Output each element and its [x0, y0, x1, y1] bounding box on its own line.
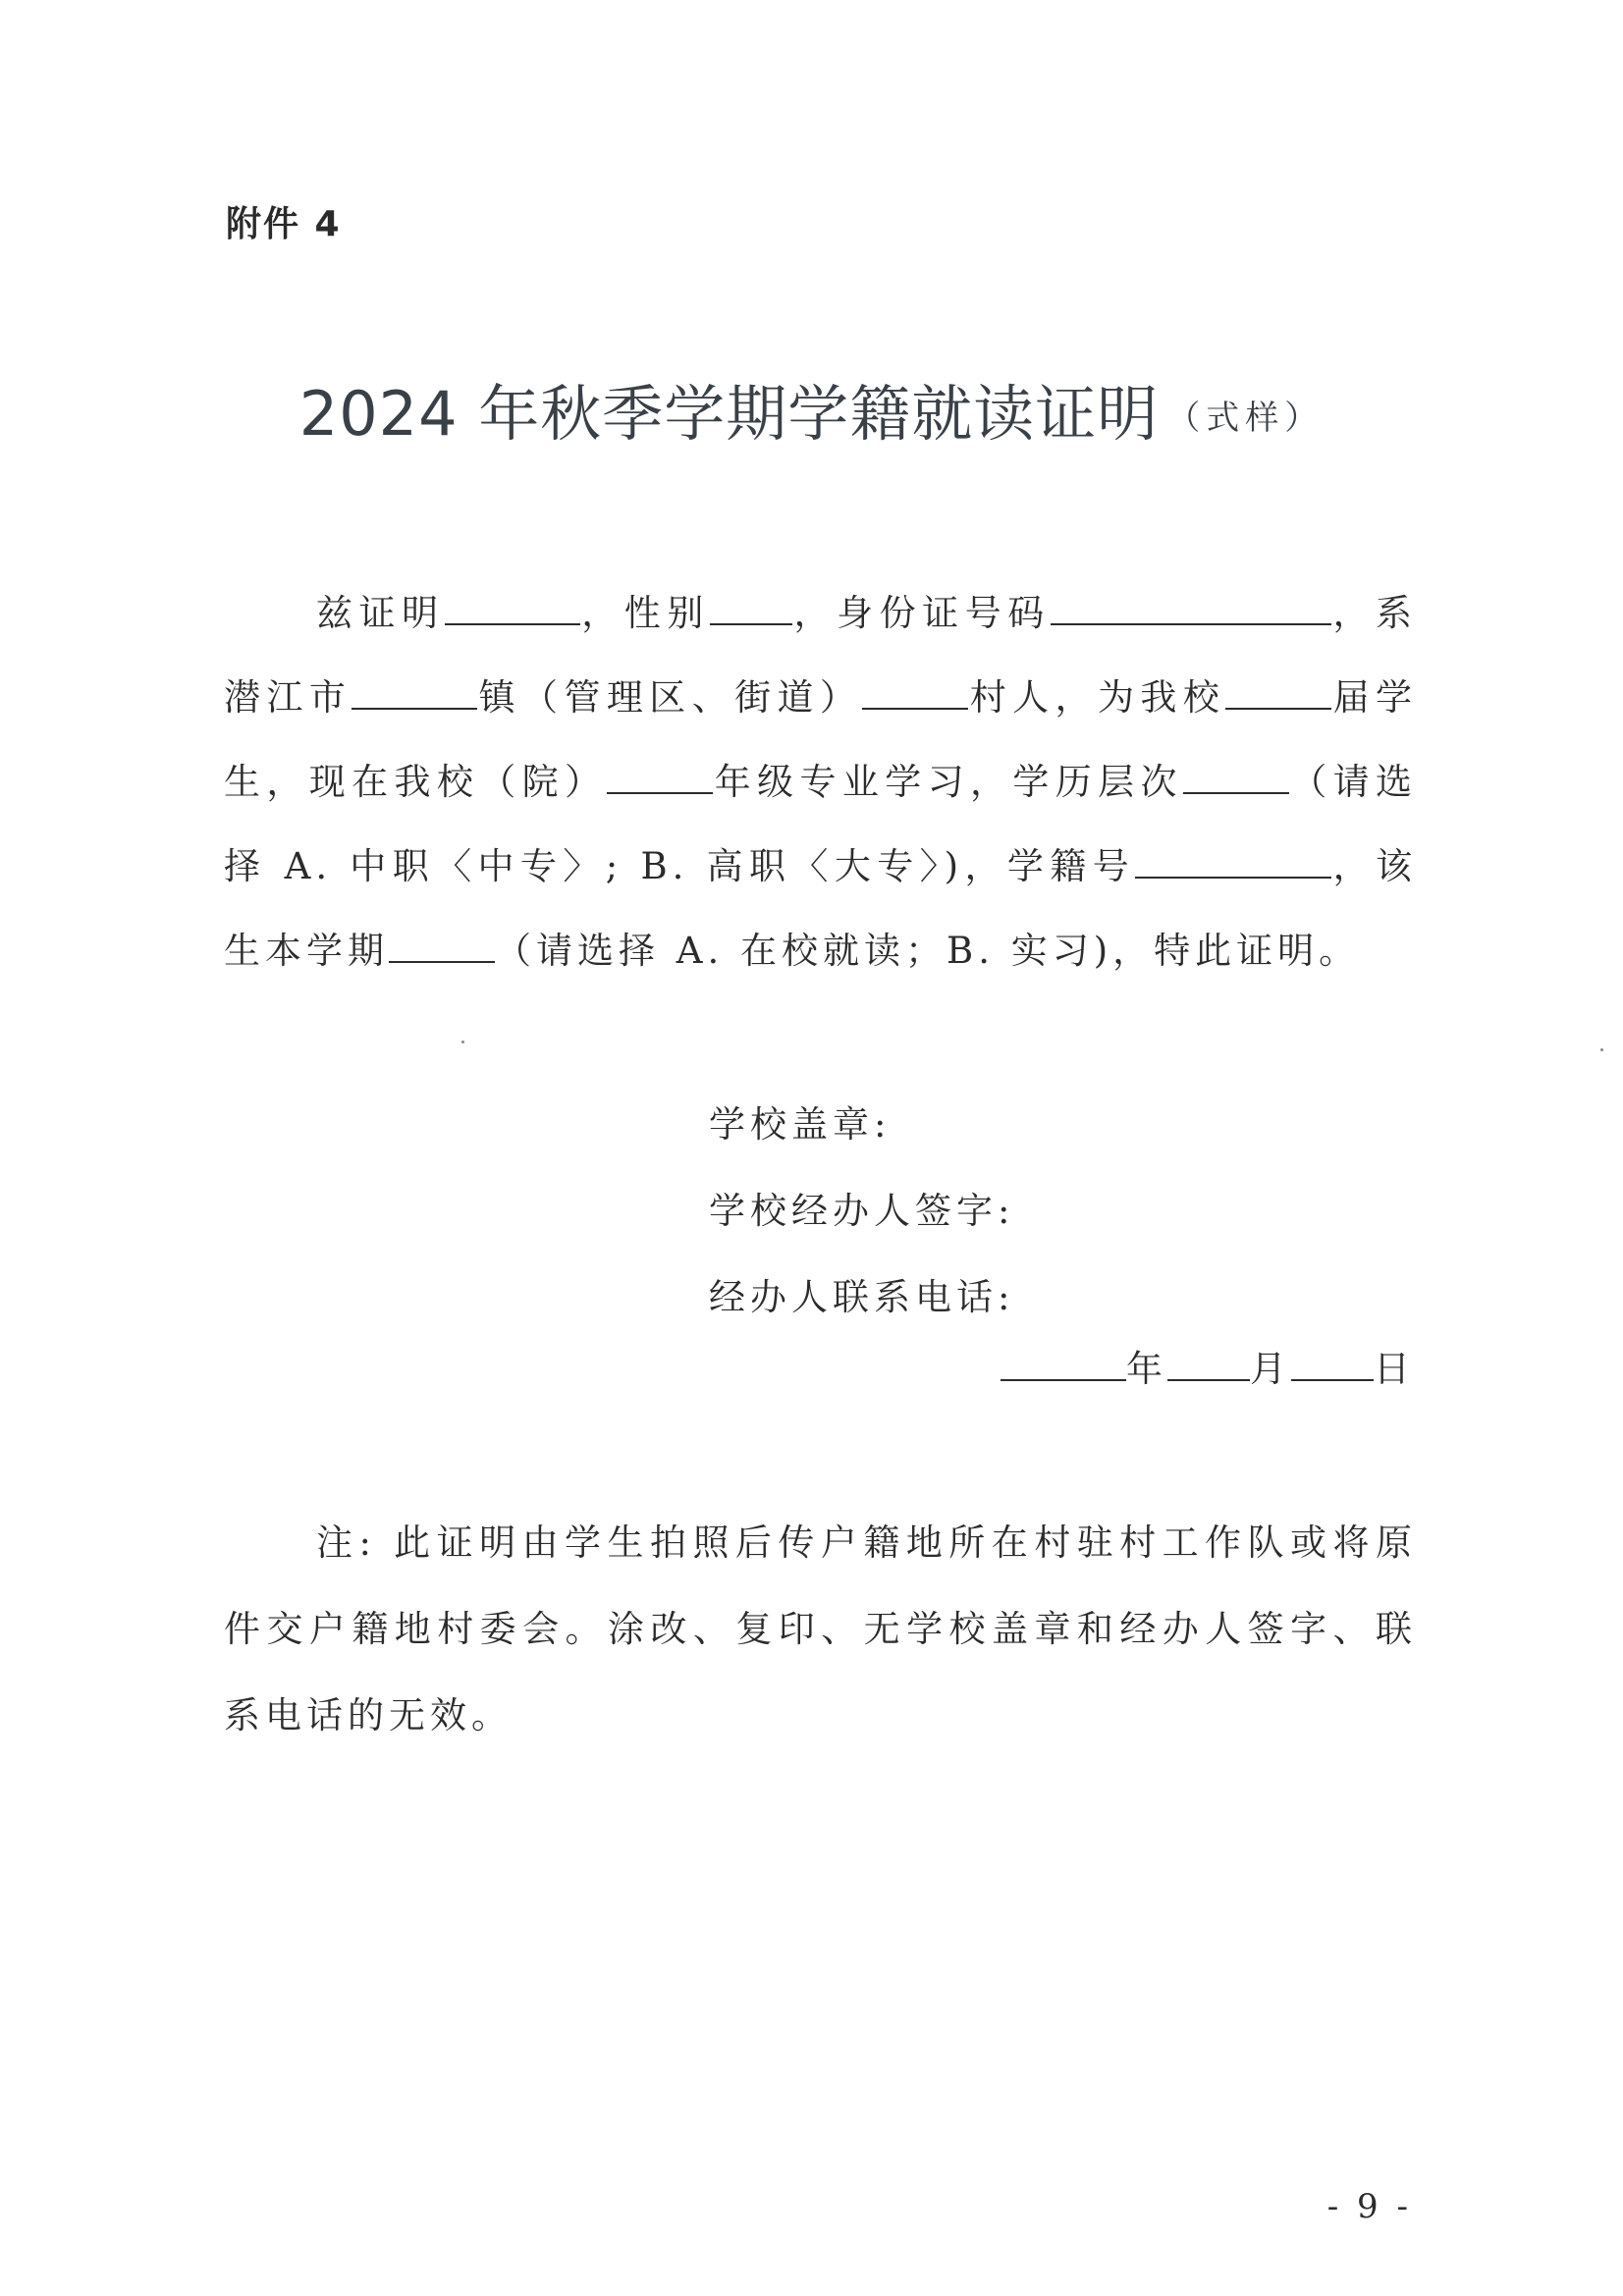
certificate-text: ，该生本学期 — [224, 845, 1417, 972]
page-number: - 9 - — [1326, 2187, 1412, 2226]
name-blank — [445, 594, 580, 625]
title-main: 2024 年秋季学期学籍就读证明 — [298, 378, 1160, 450]
village-blank — [862, 678, 968, 710]
school-seal-label: 学校盖章: — [709, 1103, 892, 1146]
education-level-blank — [1183, 763, 1289, 794]
attachment-label: 附件 4 — [226, 204, 342, 244]
certificate-text: 年级专业学习，学历层次 — [713, 761, 1183, 803]
study-status-blank — [389, 932, 495, 963]
certificate-text: （请选择 A. 中职〈中专〉; B. 高职〈大专〉)，学籍号 — [224, 761, 1417, 887]
date-line — [1001, 1339, 1415, 1392]
handler-phone-label: 经办人联系电话: — [709, 1276, 1015, 1318]
certificate-text: ，性别 — [579, 592, 710, 634]
certificate-text: 镇（管理区、街道） — [477, 676, 863, 719]
note-paragraph: 注: 此证明由学生拍照后传户籍地所在村驻村工作队或将原件交户籍地村委会。涂改、复印、无学校盖章和经办人签字、联系电话的无效。 — [224, 1522, 1417, 1736]
scan-speck — [1600, 1048, 1603, 1051]
day-label: 日 — [1374, 1348, 1415, 1390]
id-number-blank — [1051, 594, 1331, 625]
certificate-text: 兹证明 — [316, 592, 445, 634]
town-blank — [352, 678, 477, 710]
certificate-text: （请选择 A. 在校就读；B. 实习)，特此证明。 — [495, 930, 1361, 972]
student-number-blank — [1135, 847, 1331, 879]
certificate-text: ，身份证号码 — [791, 592, 1051, 634]
certificate-text: 届学生，现在我校（院） — [224, 676, 1418, 803]
certificate-text: ，系潜江市 — [224, 592, 1417, 719]
year-blank — [1001, 1350, 1126, 1381]
month-blank — [1167, 1350, 1250, 1381]
certificate-text: 村人，为我校 — [968, 676, 1226, 719]
certificate-body — [224, 571, 1417, 993]
class-year-blank — [1225, 678, 1331, 710]
month-label: 月 — [1250, 1348, 1291, 1390]
scan-speck — [461, 1041, 464, 1043]
year-label: 年 — [1126, 1348, 1167, 1390]
gender-blank — [710, 594, 792, 625]
day-blank — [1291, 1350, 1374, 1381]
signature-block — [709, 1082, 1014, 1341]
handler-signature-label: 学校经办人签字: — [709, 1190, 1015, 1232]
title-note: （式样） — [1166, 399, 1325, 438]
document-title — [0, 365, 1623, 453]
grade-blank — [607, 763, 713, 794]
